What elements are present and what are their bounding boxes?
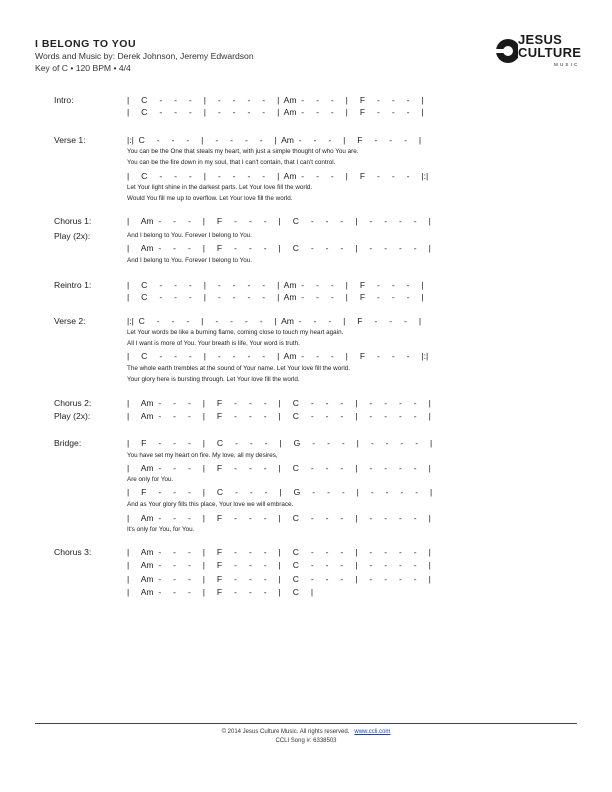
song-key-info: Key of C • 120 BPM • 4/4 <box>35 62 131 73</box>
footer-copyright: © 2014 Jesus Culture Music. All rights reserved. <box>221 729 350 735</box>
lyric-line: And as Your glory fills this place, Your love we will embrace. <box>127 501 294 508</box>
chord-text: | Am - - - | F - - - | C | <box>127 587 314 597</box>
chord-text: | Am - - - | F - - - | C - - - | - - - - | <box>127 398 431 408</box>
lyric-line: And I belong to You. Forever I belong to You. <box>127 257 252 264</box>
chord-row <box>127 171 507 182</box>
chord-text: | Am - - - | F - - - | C - - - | - - - - | <box>127 513 431 523</box>
chord-text: | Am - - - | F - - - | C - - - | - - - - | <box>127 574 431 584</box>
lyric-line: Would You fill me up to overflow. Let Your love fill the world. <box>127 195 293 202</box>
section-label-play-2x: Play (2x): <box>54 231 91 241</box>
chord-row <box>127 560 507 571</box>
footer-divider <box>35 723 577 724</box>
chord-text: | F - - - | C - - - | G - - - | - - - - | <box>127 487 433 497</box>
chord-text: |:| C - - - | - - - - | Am - - - | F - - - | <box>127 316 422 326</box>
section-label-chorus-2: Chorus 2: <box>54 398 92 408</box>
chord-row <box>127 351 507 362</box>
lyric-line: All I want is more of You. Your breath is life, Your word is truth. <box>127 340 300 347</box>
logo-line-1: JESUS <box>518 32 563 47</box>
logo-line-2: CULTURE <box>518 45 582 60</box>
chord-text: | Am - - - | F - - - | C - - - | - - - - | <box>127 411 431 421</box>
section-label-play-2x-b: Play (2x): <box>54 411 91 421</box>
chord-row <box>127 216 507 227</box>
chord-row <box>127 95 507 106</box>
section-label-chorus-1: Chorus 1: <box>54 216 92 226</box>
chord-row <box>127 292 507 303</box>
lyric-line: And I belong to You. Forever I belong to You. <box>127 232 252 239</box>
chord-row <box>127 438 507 449</box>
lyric-line: Are only for You. <box>127 476 174 483</box>
lyric-line: You can be the fire down in my soul, that I can't contain, that I can't control. <box>127 159 336 166</box>
song-credits: Words and Music by: Derek Johnson, Jeremy Edwardson <box>35 51 254 61</box>
logo-mark-icon <box>494 33 518 69</box>
chord-row <box>127 587 507 598</box>
chord-text: | F - - - | C - - - | G - - - | - - - - | <box>127 438 433 448</box>
logo-wordmark <box>518 33 581 59</box>
lyric-line: It's only for You, for You. <box>127 526 195 533</box>
chord-text: |:| C - - - | - - - - | Am - - - | F - - - | <box>127 135 422 145</box>
logo-sub: MUSIC <box>554 62 580 67</box>
chord-row <box>127 574 507 585</box>
footer-copyright-line <box>0 728 612 736</box>
section-label-verse-1: Verse 1: <box>54 135 86 145</box>
chord-row <box>127 487 507 498</box>
chord-text: | C - - - | - - - - | Am - - - | F - - - | <box>127 95 424 105</box>
section-label-bridge: Bridge: <box>54 438 82 448</box>
chord-row <box>127 463 507 474</box>
section-label-reintro-1: Reintro 1: <box>54 280 92 290</box>
chord-text: | C - - - | - - - - | Am - - - | F - - - |:| <box>127 171 429 181</box>
chord-row <box>127 316 507 327</box>
lyric-line: You have set my heart on fire. My love, all my desires, <box>127 452 278 459</box>
song-header <box>35 37 254 74</box>
chord-text: | C - - - | - - - - | Am - - - | F - - - | <box>127 292 424 302</box>
chord-row <box>127 398 507 409</box>
chord-text: | Am - - - | F - - - | C - - - | - - - - | <box>127 463 431 473</box>
chord-text: | C - - - | - - - - | Am - - - | F - - - | <box>127 280 424 290</box>
lyric-line: Let Your words be like a burning flame, coming close to touch my heart again. <box>127 329 344 336</box>
chord-row <box>127 135 507 146</box>
song-title: I BELONG TO YOU <box>35 38 137 50</box>
lyric-line: Let Your light shine in the darkest parts. Let Your love fill the world. <box>127 184 313 191</box>
chord-text: | Am - - - | F - - - | C - - - | - - - - | <box>127 216 431 226</box>
section-label-chorus-3: Chorus 3: <box>54 547 92 557</box>
chord-text: | Am - - - | F - - - | C - - - | - - - - | <box>127 560 431 570</box>
chord-row <box>127 547 507 558</box>
chord-row <box>127 243 507 254</box>
section-label-verse-2: Verse 2: <box>54 316 86 326</box>
section-label-intro: Intro: <box>54 95 74 105</box>
chord-row <box>127 513 507 524</box>
footer-ccli-number: CCLI Song #: 6338503 <box>275 738 337 744</box>
chord-text: | Am - - - | F - - - | C - - - | - - - - | <box>127 243 431 253</box>
lyric-line: Your glory here is bursting through. Let Your love fill the world. <box>127 376 300 383</box>
chord-text: | C - - - | - - - - | Am - - - | F - - - |:| <box>127 351 429 361</box>
chord-row <box>127 280 507 291</box>
lyric-line: The whole earth trembles at the sound of Your name. Let Your love fill the world. <box>127 365 350 372</box>
jesus-culture-logo <box>494 33 589 75</box>
chord-row <box>127 107 507 118</box>
ccli-link[interactable]: www.ccli.com <box>354 729 391 735</box>
chord-row <box>127 411 507 422</box>
lyric-line: You can be the One that steals my heart, with just a simple thought of who You are. <box>127 148 359 155</box>
chord-text: | C - - - | - - - - | Am - - - | F - - - | <box>127 107 424 117</box>
chord-text: | Am - - - | F - - - | C - - - | - - - - | <box>127 547 431 557</box>
